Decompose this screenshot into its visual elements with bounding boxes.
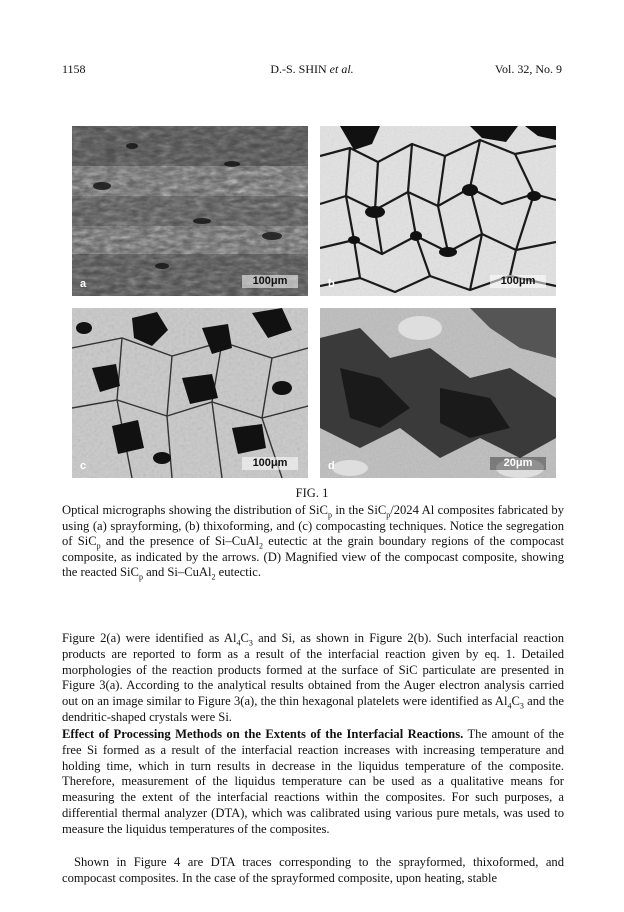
paragraph-text: and Si, as shown in Figure 2(b). Such interfacial reaction products are reported to form as a result of the interfacial reaction given by eq. 1. Detailed morphologies of the reaction products formed at the surface of SiC particulate are presented in Figure 3(a). According to the analytical results obtained from the Auger electron analysis carried out on an image similar to Figure 3(a), the thin hexagonal platelets were identified as Al — [62, 631, 564, 709]
paragraph-subscript: 4 — [236, 638, 241, 648]
micrograph-c — [72, 308, 308, 478]
running-title — [62, 62, 562, 77]
caption-text: /2024 Al composites fabricated by using (a) sprayforming, (b) thixoforming, and (c) compocasting techniques. Notice the segregation of SiC — [62, 503, 564, 549]
paragraph-text: The amount of the free Si formed as a result of the interfacial reaction increases with increasing temperature and holding time, which in turn results in decrease in the liquidus temperature of the composite. Therefore, measurement of the liquidus temperature can be used as a qualitative means for measuring the extent of the interfacial reactions within the composites. For such purposes, a differential thermal analyzer (DTA), which was calibrated using various pure metals, was used to measure the liquidus temperatures of the composites. — [62, 727, 564, 836]
body-paragraph-1 — [62, 631, 564, 726]
caption-subscript: 2 — [211, 572, 216, 582]
panel-label-b: b — [328, 278, 335, 290]
caption-subscript: p — [327, 510, 332, 520]
caption-text: and the presence of Si–CuAl — [100, 534, 260, 549]
paragraph-text: Figure 2(a) were identified as Al — [62, 631, 237, 645]
paragraph-subscript: 4 — [507, 701, 512, 711]
scale-bar-d: 20μm — [490, 457, 546, 470]
micrograph-b-image — [320, 126, 556, 296]
scale-bar-a: 100μm — [242, 275, 298, 288]
micrograph-c-image — [72, 308, 308, 478]
panel-label-c: c — [80, 460, 87, 472]
paragraph-text: C — [511, 694, 520, 709]
figure-1 — [72, 126, 558, 478]
caption-subscript: p — [138, 572, 143, 582]
micrograph-a — [72, 126, 308, 296]
paragraph-subscript: 3 — [248, 638, 253, 648]
panel-label-d: d — [328, 460, 335, 472]
caption-subscript: 2 — [259, 541, 264, 551]
caption-text: eutectic. — [215, 565, 261, 580]
author-name: D.-S. SHIN — [270, 62, 327, 76]
page-number: 1158 — [62, 62, 86, 76]
caption-text: eutectic at the grain boundary regions of the compocast composite, as indicated by the arrows. (D) Magnified view of the compocast composite, showing the reacted SiC — [62, 534, 564, 580]
body-paragraph-3: Shown in Figure 4 are DTA traces corresponding to the sprayformed, thixoformed, and compocast composites. In the case of the sprayformed composite, upon heating, stable — [62, 855, 564, 885]
paragraph-text: and the dendritic-shaped crystals were Si. — [62, 694, 564, 724]
volume-info: Vol. 32, No. 9 — [494, 62, 562, 76]
body-paragraph-2 — [62, 727, 564, 838]
paragraph-text: C — [240, 631, 249, 645]
section-heading: Effect of Processing Methods on the Extents of the Interfacial Reactions. — [62, 727, 464, 741]
scale-bar-c: 100μm — [242, 457, 298, 470]
running-header — [62, 62, 562, 78]
panel-label-a: a — [80, 278, 87, 290]
caption-text: in the SiC — [331, 503, 387, 517]
caption-text: Optical micrographs showing the distribution of SiC — [62, 503, 328, 517]
scale-bar-b: 100μm — [490, 275, 546, 288]
caption-subscript: p — [96, 541, 101, 551]
caption-subscript: p — [386, 510, 391, 520]
figure-label: FIG. 1 — [295, 486, 329, 500]
author-suffix: et al. — [326, 62, 354, 76]
micrograph-a-image — [72, 126, 308, 296]
micrograph-d-image — [320, 308, 556, 478]
paragraph-subscript: 3 — [519, 701, 524, 711]
micrograph-d — [320, 308, 556, 478]
caption-text: and Si–CuAl — [142, 565, 212, 580]
micrograph-b — [320, 126, 556, 296]
figure-caption — [62, 503, 564, 581]
